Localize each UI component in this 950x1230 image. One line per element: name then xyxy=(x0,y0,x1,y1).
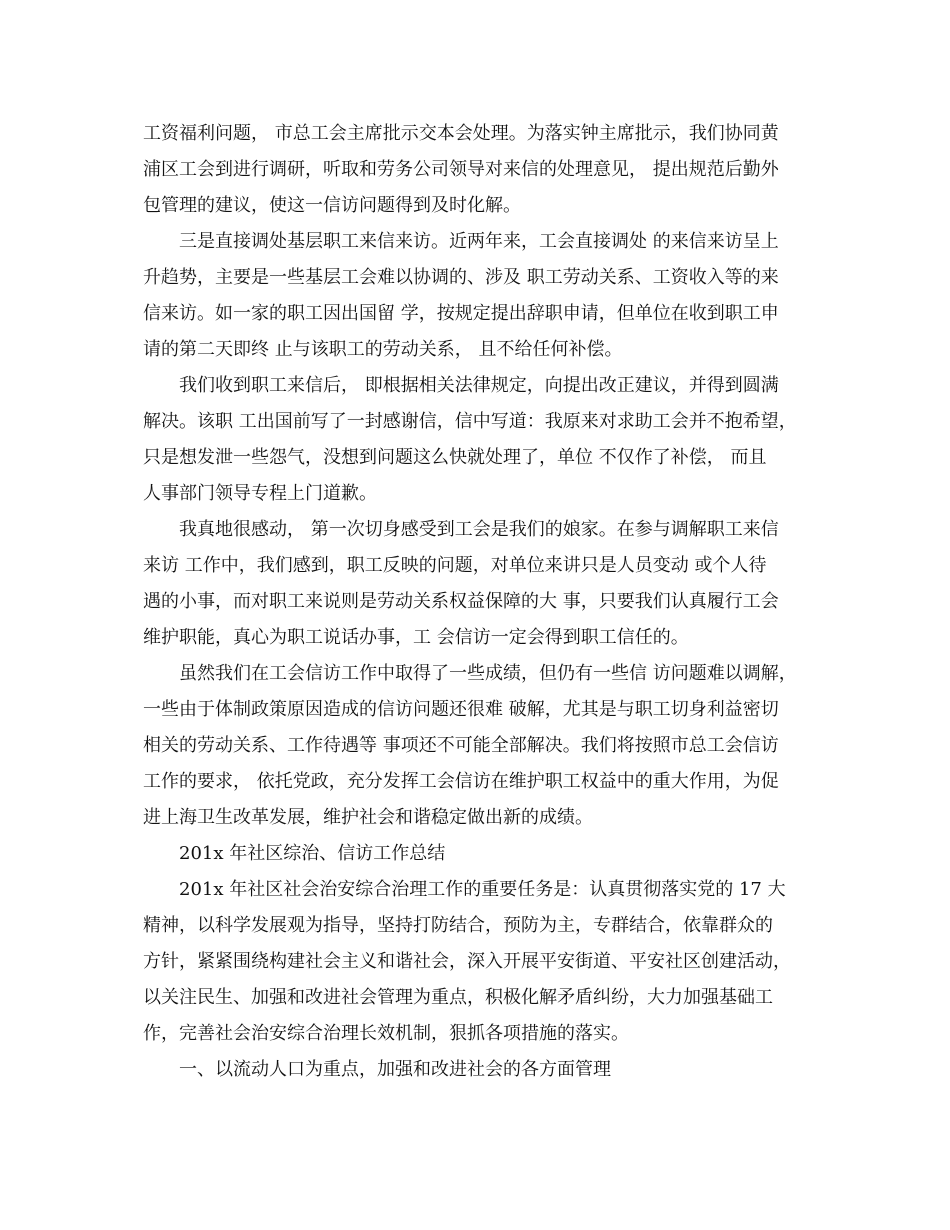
paragraph-first-line: 我真地很感动， 第一次切身感受到工会是我们的娘家。在参与调解职工来信 xyxy=(179,519,779,540)
text-line: 升趋势，主要是一些基层工会难以协调的、涉及 职工劳动关系、工资收入等的来 xyxy=(143,267,779,288)
text-line: 精神，以科学发展观为指导，坚持打防结合，预防为主，专群结合，依靠群众的 xyxy=(143,915,773,936)
section-title: 201x 年社区综治、信访工作总结 xyxy=(179,843,446,864)
text-line: 浦区工会到进行调研，听取和劳务公司领导对来信的处理意见， 提出规范后勤外 xyxy=(143,159,779,180)
text-line: 一些由于体制政策原因造成的信访问题还很难 破解，尤其是与职工切身利益密切 xyxy=(143,699,779,720)
paragraph-first-line: 我们收到职工来信后， 即根据相关法律规定，向提出改正建议，并得到圆满 xyxy=(179,375,779,396)
text-line: 解决。该职 工出国前写了一封感谢信，信中写道：我原来对求助工会并不抱希望， xyxy=(143,411,797,432)
text-line: 作，完善社会治安综合治理长效机制，狠抓各项措施的落实。 xyxy=(143,1023,629,1044)
text-line: 进上海卫生改革发展，维护社会和谐稳定做出新的成绩。 xyxy=(143,807,593,828)
text-line: 相关的劳动关系、工作待遇等 事项还不可能全部解决。我们将按照市总工会信访 xyxy=(143,735,779,756)
text-line: 请的第二天即终 止与该职工的劳动关系， 且不给任何补偿。 xyxy=(143,339,623,360)
text-line: 只是想发泄一些怨气，没想到问题这么快就处理了，单位 不仅作了补偿， 而且 xyxy=(143,447,767,468)
text-line: 信来访。如一家的职工因出国留 学，按规定提出辞职申请，但单位在收到职工申 xyxy=(143,303,779,324)
text-line: 工资福利问题， 市总工会主席批示交本会处理。为落实钟主席批示，我们协同黄 xyxy=(143,123,779,144)
text-line: 维护职能，真心为职工说话办事，工 会信访一定会得到职工信任的。 xyxy=(143,627,689,648)
paragraph-first-line: 201x 年社区社会治安综合治理工作的重要任务是：认真贯彻落实党的 17 大 xyxy=(179,879,786,900)
text-line: 包管理的建议，使这一信访问题得到及时化解。 xyxy=(143,195,521,216)
text-line: 遇的小事，而对职工来说则是劳动关系权益保障的大 事，只要我们认真履行工会 xyxy=(143,591,779,612)
text-line: 来访 工作中，我们感到，职工反映的问题，对单位来讲只是人员变动 或个人待 xyxy=(143,555,767,576)
subsection-heading: 一、以流动人口为重点，加强和改进社会的各方面管理 xyxy=(179,1059,611,1080)
text-line: 工作的要求， 依托党政，充分发挥工会信访在维护职工权益中的重大作用，为促 xyxy=(143,771,779,792)
text-line: 人事部门领导专程上门道歉。 xyxy=(143,483,377,504)
paragraph-first-line: 虽然我们在工会信访工作中取得了一些成绩，但仍有一些信 访问题难以调解， xyxy=(179,663,797,684)
paragraph-first-line: 三是直接调处基层职工来信来访。近两年来，工会直接调处 的来信来访呈上 xyxy=(179,231,779,252)
text-line: 以关注民生、加强和改进社会管理为重点，积极化解矛盾纠纷，大力加强基础工 xyxy=(143,987,773,1008)
text-line: 方针，紧紧围绕构建社会主义和谐社会，深入开展平安街道、平安社区创建活动， xyxy=(143,951,791,972)
